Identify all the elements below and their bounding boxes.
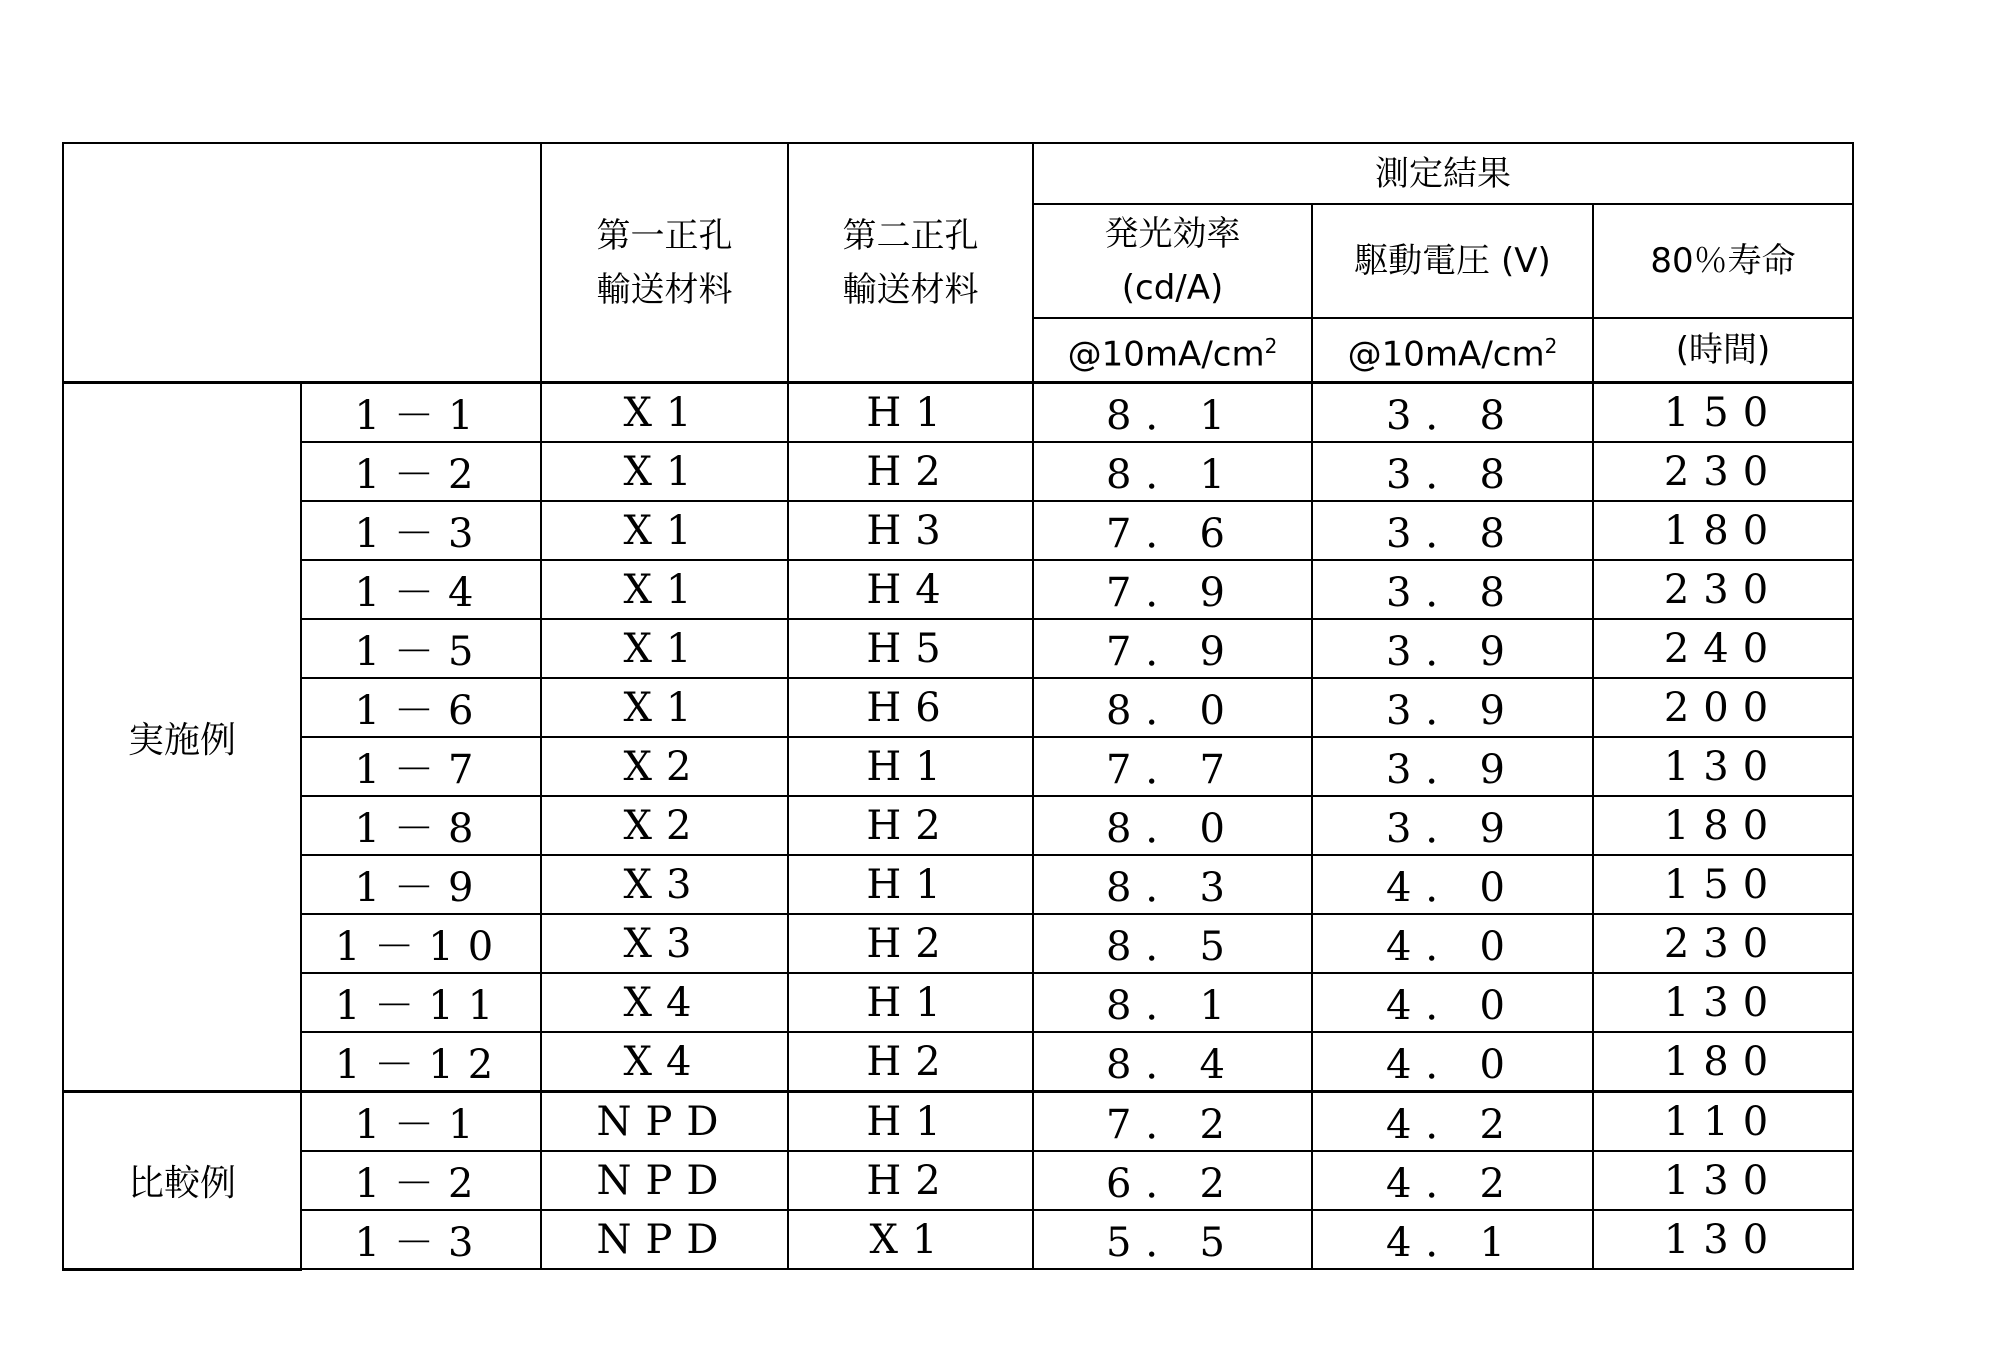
header-second-hole-transport xyxy=(788,143,1033,383)
efficiency-value: 8．5 xyxy=(1033,914,1312,973)
efficiency-value: 7．9 xyxy=(1033,560,1312,619)
table-row xyxy=(63,501,1853,560)
voltage-value: 3．8 xyxy=(1312,383,1593,443)
efficiency-value: 7．9 xyxy=(1033,619,1312,678)
lifetime-value: 150 xyxy=(1593,383,1853,443)
voltage-value: 4．2 xyxy=(1312,1151,1593,1210)
lifetime-value: 240 xyxy=(1593,619,1853,678)
second-hole-material: H1 xyxy=(788,383,1033,443)
efficiency-value: 8．3 xyxy=(1033,855,1312,914)
voltage-value: 3．8 xyxy=(1312,560,1593,619)
condition-text: @10mA/cm xyxy=(1348,334,1545,374)
voltage-value: 4．2 xyxy=(1312,1092,1593,1152)
first-hole-material: X1 xyxy=(541,678,788,737)
table-row xyxy=(63,678,1853,737)
lifetime-value: 230 xyxy=(1593,560,1853,619)
second-hole-material: H1 xyxy=(788,973,1033,1032)
first-hole-material: NPD xyxy=(541,1092,788,1152)
header-line: 発光効率 xyxy=(1105,214,1241,254)
voltage-value: 3．9 xyxy=(1312,678,1593,737)
table-row xyxy=(63,914,1853,973)
voltage-value: 4．0 xyxy=(1312,973,1593,1032)
example-id: 1－11 xyxy=(301,973,541,1032)
first-hole-material: X2 xyxy=(541,796,788,855)
example-id: 1－10 xyxy=(301,914,541,973)
efficiency-value: 8．1 xyxy=(1033,442,1312,501)
example-id: 1－7 xyxy=(301,737,541,796)
lifetime-value: 180 xyxy=(1593,501,1853,560)
header-measurement-results: 測定結果 xyxy=(1033,143,1853,204)
first-hole-material: X4 xyxy=(541,1032,788,1092)
example-id: 1－12 xyxy=(301,1032,541,1092)
lifetime-value: 130 xyxy=(1593,1151,1853,1210)
table-row xyxy=(63,1210,1853,1269)
example-id: 1－1 xyxy=(301,1092,541,1152)
condition-text: @10mA/cm xyxy=(1068,334,1265,374)
efficiency-value: 5．5 xyxy=(1033,1210,1312,1269)
second-hole-material: H1 xyxy=(788,1092,1033,1152)
second-hole-material: H2 xyxy=(788,1151,1033,1210)
example-id: 1－2 xyxy=(301,442,541,501)
lifetime-value: 130 xyxy=(1593,1210,1853,1269)
lifetime-value: 230 xyxy=(1593,914,1853,973)
example-id: 1－2 xyxy=(301,1151,541,1210)
second-hole-material: H3 xyxy=(788,501,1033,560)
table-row xyxy=(63,1092,1853,1152)
first-hole-material: X3 xyxy=(541,855,788,914)
header-line: 輸送材料 xyxy=(843,270,979,310)
voltage-value: 3．9 xyxy=(1312,737,1593,796)
efficiency-value: 6．2 xyxy=(1033,1151,1312,1210)
efficiency-value: 7．2 xyxy=(1033,1092,1312,1152)
table-row xyxy=(63,383,1853,443)
second-hole-material: H6 xyxy=(788,678,1033,737)
efficiency-value: 8．1 xyxy=(1033,973,1312,1032)
table-row xyxy=(63,973,1853,1032)
example-id: 1－6 xyxy=(301,678,541,737)
lifetime-value: 110 xyxy=(1593,1092,1853,1152)
table-row xyxy=(63,442,1853,501)
header-first-hole-transport xyxy=(541,143,788,383)
example-id: 1－4 xyxy=(301,560,541,619)
header-line: (cd/A) xyxy=(1122,268,1224,308)
first-hole-material: X1 xyxy=(541,383,788,443)
lifetime-value: 150 xyxy=(1593,855,1853,914)
second-hole-material: H1 xyxy=(788,855,1033,914)
first-hole-material: X1 xyxy=(541,619,788,678)
header-lifetime: 80％寿命 xyxy=(1593,204,1853,318)
header-line: 第二正孔 xyxy=(843,216,979,256)
voltage-value: 3．8 xyxy=(1312,501,1593,560)
voltage-value: 3．8 xyxy=(1312,442,1593,501)
header-lifetime-unit: (時間) xyxy=(1593,318,1853,383)
first-hole-material: X1 xyxy=(541,442,788,501)
superscript: 2 xyxy=(1545,334,1558,358)
header-efficiency-condition xyxy=(1033,318,1312,383)
empty-corner-cell xyxy=(63,143,541,383)
header-voltage-condition xyxy=(1312,318,1593,383)
table-row xyxy=(63,737,1853,796)
voltage-value: 3．9 xyxy=(1312,796,1593,855)
header-line: 第一正孔 xyxy=(597,216,733,256)
table-row xyxy=(63,619,1853,678)
voltage-value: 4．1 xyxy=(1312,1210,1593,1269)
voltage-value: 3．9 xyxy=(1312,619,1593,678)
superscript: 2 xyxy=(1265,334,1278,358)
efficiency-value: 8．4 xyxy=(1033,1032,1312,1092)
second-hole-material: H2 xyxy=(788,914,1033,973)
second-hole-material: H2 xyxy=(788,1032,1033,1092)
group-label: 実施例 xyxy=(63,383,301,1092)
table-row xyxy=(63,796,1853,855)
group-label: 比較例 xyxy=(63,1092,301,1270)
second-hole-material: H4 xyxy=(788,560,1033,619)
first-hole-material: NPD xyxy=(541,1151,788,1210)
efficiency-value: 8．1 xyxy=(1033,383,1312,443)
efficiency-value: 7．7 xyxy=(1033,737,1312,796)
second-hole-material: H1 xyxy=(788,737,1033,796)
first-hole-material: X1 xyxy=(541,501,788,560)
second-hole-material: H5 xyxy=(788,619,1033,678)
example-id: 1－9 xyxy=(301,855,541,914)
first-hole-material: X2 xyxy=(541,737,788,796)
voltage-value: 4．0 xyxy=(1312,1032,1593,1092)
table-row xyxy=(63,855,1853,914)
header-voltage: 駆動電圧 (V) xyxy=(1312,204,1593,318)
efficiency-value: 8．0 xyxy=(1033,796,1312,855)
lifetime-value: 200 xyxy=(1593,678,1853,737)
table-row xyxy=(63,1032,1853,1092)
voltage-value: 4．0 xyxy=(1312,855,1593,914)
lifetime-value: 180 xyxy=(1593,796,1853,855)
example-id: 1－3 xyxy=(301,1210,541,1269)
first-hole-material: NPD xyxy=(541,1210,788,1269)
first-hole-material: X3 xyxy=(541,914,788,973)
voltage-value: 4．0 xyxy=(1312,914,1593,973)
lifetime-value: 180 xyxy=(1593,1032,1853,1092)
header-efficiency xyxy=(1033,204,1312,318)
efficiency-value: 7．6 xyxy=(1033,501,1312,560)
results-table xyxy=(62,142,1854,1271)
header-line: 輸送材料 xyxy=(597,270,733,310)
lifetime-value: 230 xyxy=(1593,442,1853,501)
example-id: 1－8 xyxy=(301,796,541,855)
lifetime-value: 130 xyxy=(1593,737,1853,796)
efficiency-value: 8．0 xyxy=(1033,678,1312,737)
example-id: 1－5 xyxy=(301,619,541,678)
lifetime-value: 130 xyxy=(1593,973,1853,1032)
first-hole-material: X4 xyxy=(541,973,788,1032)
table-row xyxy=(63,560,1853,619)
second-hole-material: H2 xyxy=(788,796,1033,855)
second-hole-material: H2 xyxy=(788,442,1033,501)
second-hole-material: X1 xyxy=(788,1210,1033,1269)
example-id: 1－1 xyxy=(301,383,541,443)
example-id: 1－3 xyxy=(301,501,541,560)
first-hole-material: X1 xyxy=(541,560,788,619)
table-row xyxy=(63,1151,1853,1210)
